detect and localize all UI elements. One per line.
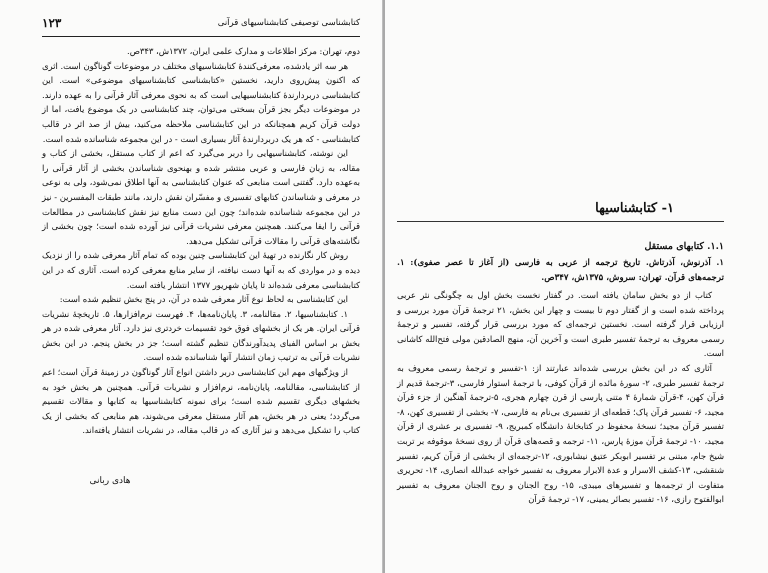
paragraph: کتاب از دو بخش سامان یافته است. در گفتار نخست بخش اول به چگونگی نثر عربی پرداخته شده است و از گفتار دوم تا بیست و چهار این بخش، ۲۱ ترجمهٔ قرآن مورد بررسی و ارزیابی قرار گرفته است. نخستین ترجمه‌ای که مورد بررسی قرار گرفته، تفسیر و ترجمهٔ رسمی معروف به ترجمهٔ تفسیر طبری است و آخرین آن، منهج الصادقین مولی فتح‌الله کاشانی است. (397, 290, 724, 359)
left-body-text (42, 44, 360, 438)
paragraph: ۱. کتابشناسیها، ۲. مقالنامه، ۳. پایان‌نامه‌ها، ۴. فهرست نرم‌افزارها، ۵. تاریخچهٔ نشریات قرآنی ایران. هر یک از بخشهای فوق خود تقسیمات خردتری نیز دارد. آثار معرفی شده در هر بخش بر اساس الفبای پدیدآورندگان تنظیم گشته است؛ جز در بخش پنجم. در این بخش نشریات قرآنی به ترتیب زمان انتشار آنها شناسانده شده است. (42, 308, 360, 363)
author-signature: هادی ربانی (89, 476, 131, 486)
subsection-title: ۱.۱. کتابهای مستقل (644, 241, 724, 252)
running-title: کتابشناسی توصیفی کتابشناسیهای قرآنی (217, 18, 360, 28)
right-body-text (397, 288, 724, 507)
paragraph: این کتابشناسی به لحاظ نوع آثار معرفی شده در آن، در پنج بخش تنظیم شده است: (59, 294, 348, 305)
left-page (0, 0, 383, 573)
section-rule (397, 221, 724, 222)
section-title: ۱- کتابشناسیها (595, 201, 674, 216)
paragraph: دوم، تهران: مرکز اطلاعات و مدارک علمی ایران، ۱۳۷۲ش، ۳۴۳ص. (127, 46, 360, 56)
right-page (385, 0, 768, 573)
page-header (42, 14, 360, 36)
section-heading (397, 201, 724, 223)
paragraph: از ویژگیهای مهم این کتابشناسی دربر داشتن انواع آثار گوناگون در زمینهٔ قرآن است؛ اعم از کتابشناسی، مقالنامه، پایان‌نامه، نرم‌افزار و نشریات قرآنی. همچنین هر بخش خود به بخشهای دیگری تقسیم شده است؛ برای نمونه کتابشناسیها به کتابها و مقالات تقسیم می‌گردد؛ یعنی در هر بخش، هم آثار مستقل معرفی می‌شوند، هم منابعی که بخشی از یک کتاب را تشکیل می‌دهد و نیز آثاری که در قالب مقاله، در نشریات انتشار یافته‌اند. (42, 367, 360, 436)
page-number: ۱۲۳ (42, 16, 62, 30)
paragraph: روش کار نگارنده در تهیهٔ این کتابشناسی چنین بوده که تمام آثار معرفی شده را از نزدیک دیده و در مواردی که به آنها دست نیافته، از سایر منابع معرفی کرده است. آثاری که در این کتابشناسی معرفی شده‌اند تا پایان شهریور ۱۳۷۷ انتشار یافته است. (42, 250, 360, 290)
paragraph: هر سه اثر یادشده، معرفی‌کنندهٔ کتابشناسیهای مختلف در موضوعات گوناگون است. اثری که اکنون پیش‌روی دارید، نخستین «کتابشناسی کتابشناسیهای موضوعی» است. این کتابشناسی دربردارندهٔ کتابشناسیهایی است که به نحوی معرفی آثار قرآنی را به عهده دارند. در موضوعات دیگر بجز قرآن بسختی می‌توان، چند کتابشناسی در یک موضوع یافت، اما از دولت قرآن کریم همچنانکه در این کتابشناسی ملاحظه می‌کنید، بیش از صد اثر در قالب کتابشناسی - که هر یک دربردارندهٔ آثار بسیاری است - در این مجموعه شناسانده شده است. (42, 60, 360, 144)
paragraph: این نوشته، کتابشناسیهایی را دربر می‌گیرد که اعم از کتاب مستقل، بخشی از کتاب و مقاله، به زبان فارسی و عربی منتشر شده و بهنحوی شناساندن بخشی از آثار قرآنی را به‌عهده دارد. گفتنی است منابعی که عنوان کتابشناسی به آنها اطلاق نمی‌شود، ولی به نوعی در معرفی و شناساندن کتابهای تفسیری و مفسّران نقش دارند، مانند طبقات المفسرین - نیز در این مجموعه شناسانده شده‌اند؛ چون این دست منابع نیز نقش کتابشناسی در مطالعات قرآنی را ایفا می‌کنند. همچنین معرفی نشریات قرآنی نیز آورده شده است؛ چون بخشی از نگاشته‌های قرآنی را مقالات قرآنی تشکیل می‌دهد. (42, 148, 360, 246)
header-rule (42, 36, 360, 37)
entry-heading: ۱. آذرنوش، آذرتاش. تاریخ ترجمه از عربی به فارسی (از آغاز تا عصر صفوی): ۱. ترجمه‌های قرآن. تهران: سروش، ۱۳۷۵ش، ۳۴۷ص. (397, 258, 724, 283)
paragraph: آثاری که در این بخش بررسی شده‌اند عبارتند از: ۱-تفسیر و ترجمهٔ رسمی معروف به ترجمهٔ تفسیر طبری، ۲- سورهٔ مائده از قرآن کوفی، با ترجمهٔ استوار فارسی، ۳-ترجمهٔ قدیم از قرآن کهن، ۴-قرآن شمارهٔ ۴ متنی پارسی از قرن چهارم هجری، ۵-ترجمهٔ آهنگین از جزء قرآن مجید، ۶- تفسیر قرآن پاک؛ قطعه‌ای از تفسیری بی‌نام به فارسی، ۷- بخشی از تفسیری کهن، ۸- تفسیر قرآن مجید؛ نسخهٔ محفوظ در کتابخانهٔ دانشگاه کمبریج، ۹- تفسیری بر عشری از قرآن مجید، ۱۰- ترجمهٔ قرآن موزهٔ پارس، ۱۱- ترجمه و قصه‌های قرآن از روی نسخهٔ موقوفه بر تربت شیخ جام، مبتنی بر تفسیر ابوبکر عتیق نیشابوری، ۱۲-ترجمه‌ای از بخشی از قرآن کریم، تفسیر شنقشی، ۱۳-کشف الاسرار و عدة الابرار معروف به تفسیر خواجه عبدالله انصاری، ۱۴- تحریری متفاوت از ترجمه‌ها و تفسیرهای میبدی، ۱۵- روح الجنان و روح الجنان معروف به تفسیر ابوالفتوح رازی، ۱۶- تفسیر بصائر یمینی، ۱۷- ترجمهٔ قرآن (397, 362, 724, 505)
